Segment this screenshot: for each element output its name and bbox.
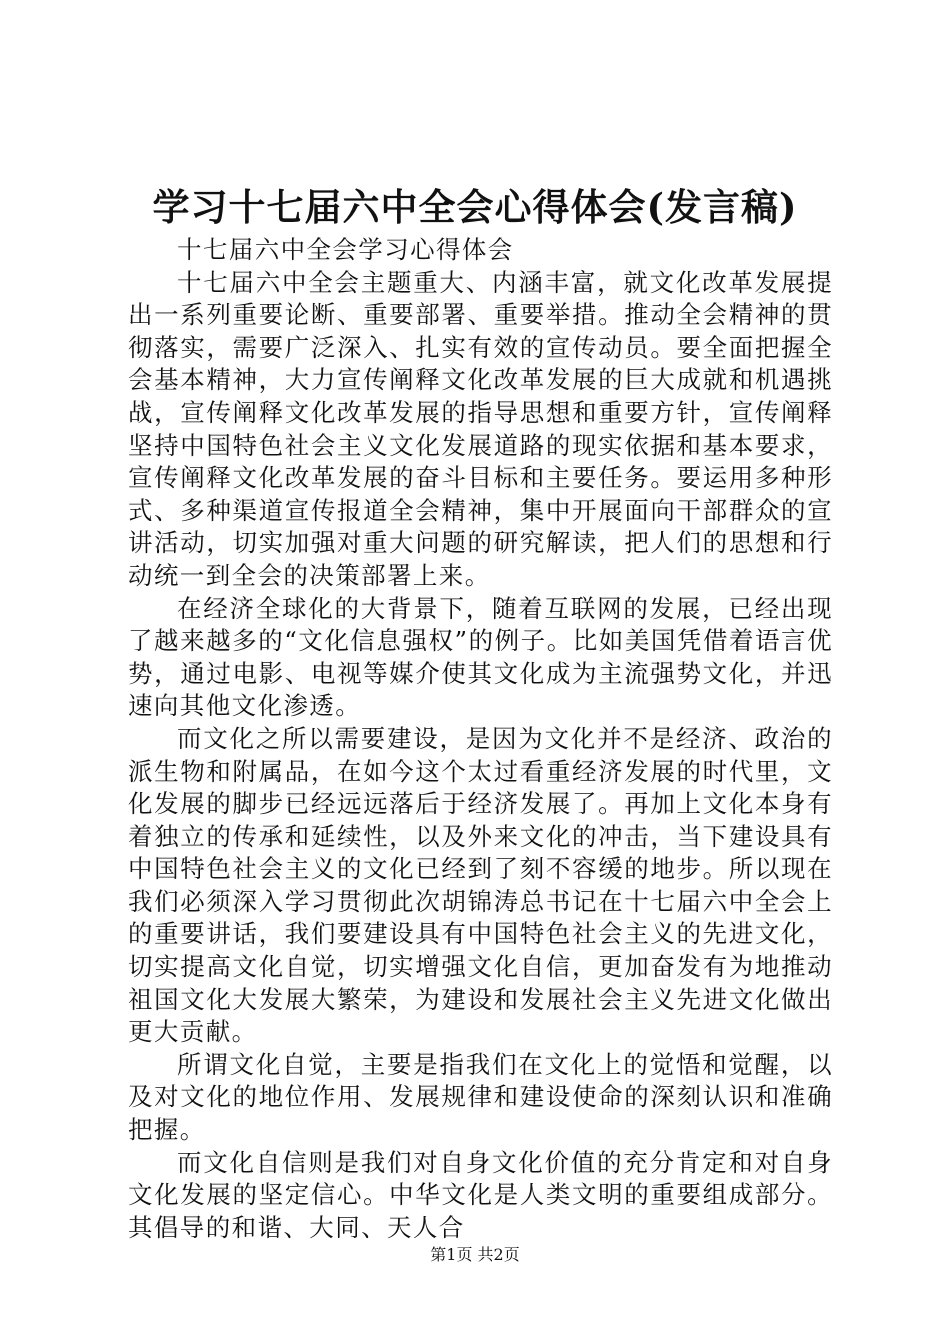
paragraph: 十七届六中全会主题重大、内涵丰富，就文化改革发展提出一系列重要论断、重要部署、重要举措。推动全会精神的贯彻落实，需要广泛深入、扎实有效的宣传动员。要全面把握全会基本精神，大力宣传阐释文化改革发展的巨大成就和机遇挑战，宣传阐释文化改革发展的指导思想和重要方针，宣传阐释坚持中国特色社会主义文化发展道路的现实依据和基本要求，宣传阐释文化改革发展的奋斗目标和主要任务。要运用多种形式、多种渠道宣传报道全会精神，集中开展面向干部群众的宣讲活动，切实加强对重大问题的研究解读，把人们的思想和行动统一到全会的决策部署上来。 bbox=[128, 267, 833, 590]
page-number-footer: 第1页 共2页 bbox=[430, 1245, 520, 1264]
document-title: 学习十七届六中全会心得体会(发言稿) bbox=[152, 185, 798, 229]
paragraph: 而文化自信则是我们对自身文化价值的充分肯定和对自身文化发展的坚定信心。中华文化是人类文明的重要组成部分。其倡导的和谐、大同、天人合 bbox=[128, 1147, 833, 1242]
document-subtitle: 十七届六中全会学习心得体会 bbox=[177, 235, 514, 264]
paragraph: 在经济全球化的大背景下，随着互联网的发展，已经出现了越来越多的“文化信息强权”的例子。比如美国凭借着语言优势，通过电影、电视等媒介使其文化成为主流强势文化，并迅速向其他文化渗透。 bbox=[128, 593, 833, 721]
paragraph: 而文化之所以需要建设，是因为文化并不是经济、政治的派生物和附属品，在如今这个太过看重经济发展的时代里，文化发展的脚步已经远远落后于经济发展了。再加上文化本身有着独立的传承和延续性，以及外来文化的冲击，当下建设具有中国特色社会主义的文化已经到了刻不容缓的地步。所以现在我们必须深入学习贯彻此次胡锦涛总书记在十七届六中全会上的重要讲话，我们要建设具有中国特色社会主义的先进文化，切实提高文化自觉，切实增强文化自信，更加奋发有为地推动祖国文化大发展大繁荣，为建设和发展社会主义先进文化做出更大贡献。 bbox=[128, 723, 833, 1047]
paragraph: 所谓文化自觉，主要是指我们在文化上的觉悟和觉醒，以及对文化的地位作用、发展规律和建设使命的深刻认识和准确把握。 bbox=[128, 1049, 833, 1145]
document-body bbox=[128, 234, 833, 1244]
